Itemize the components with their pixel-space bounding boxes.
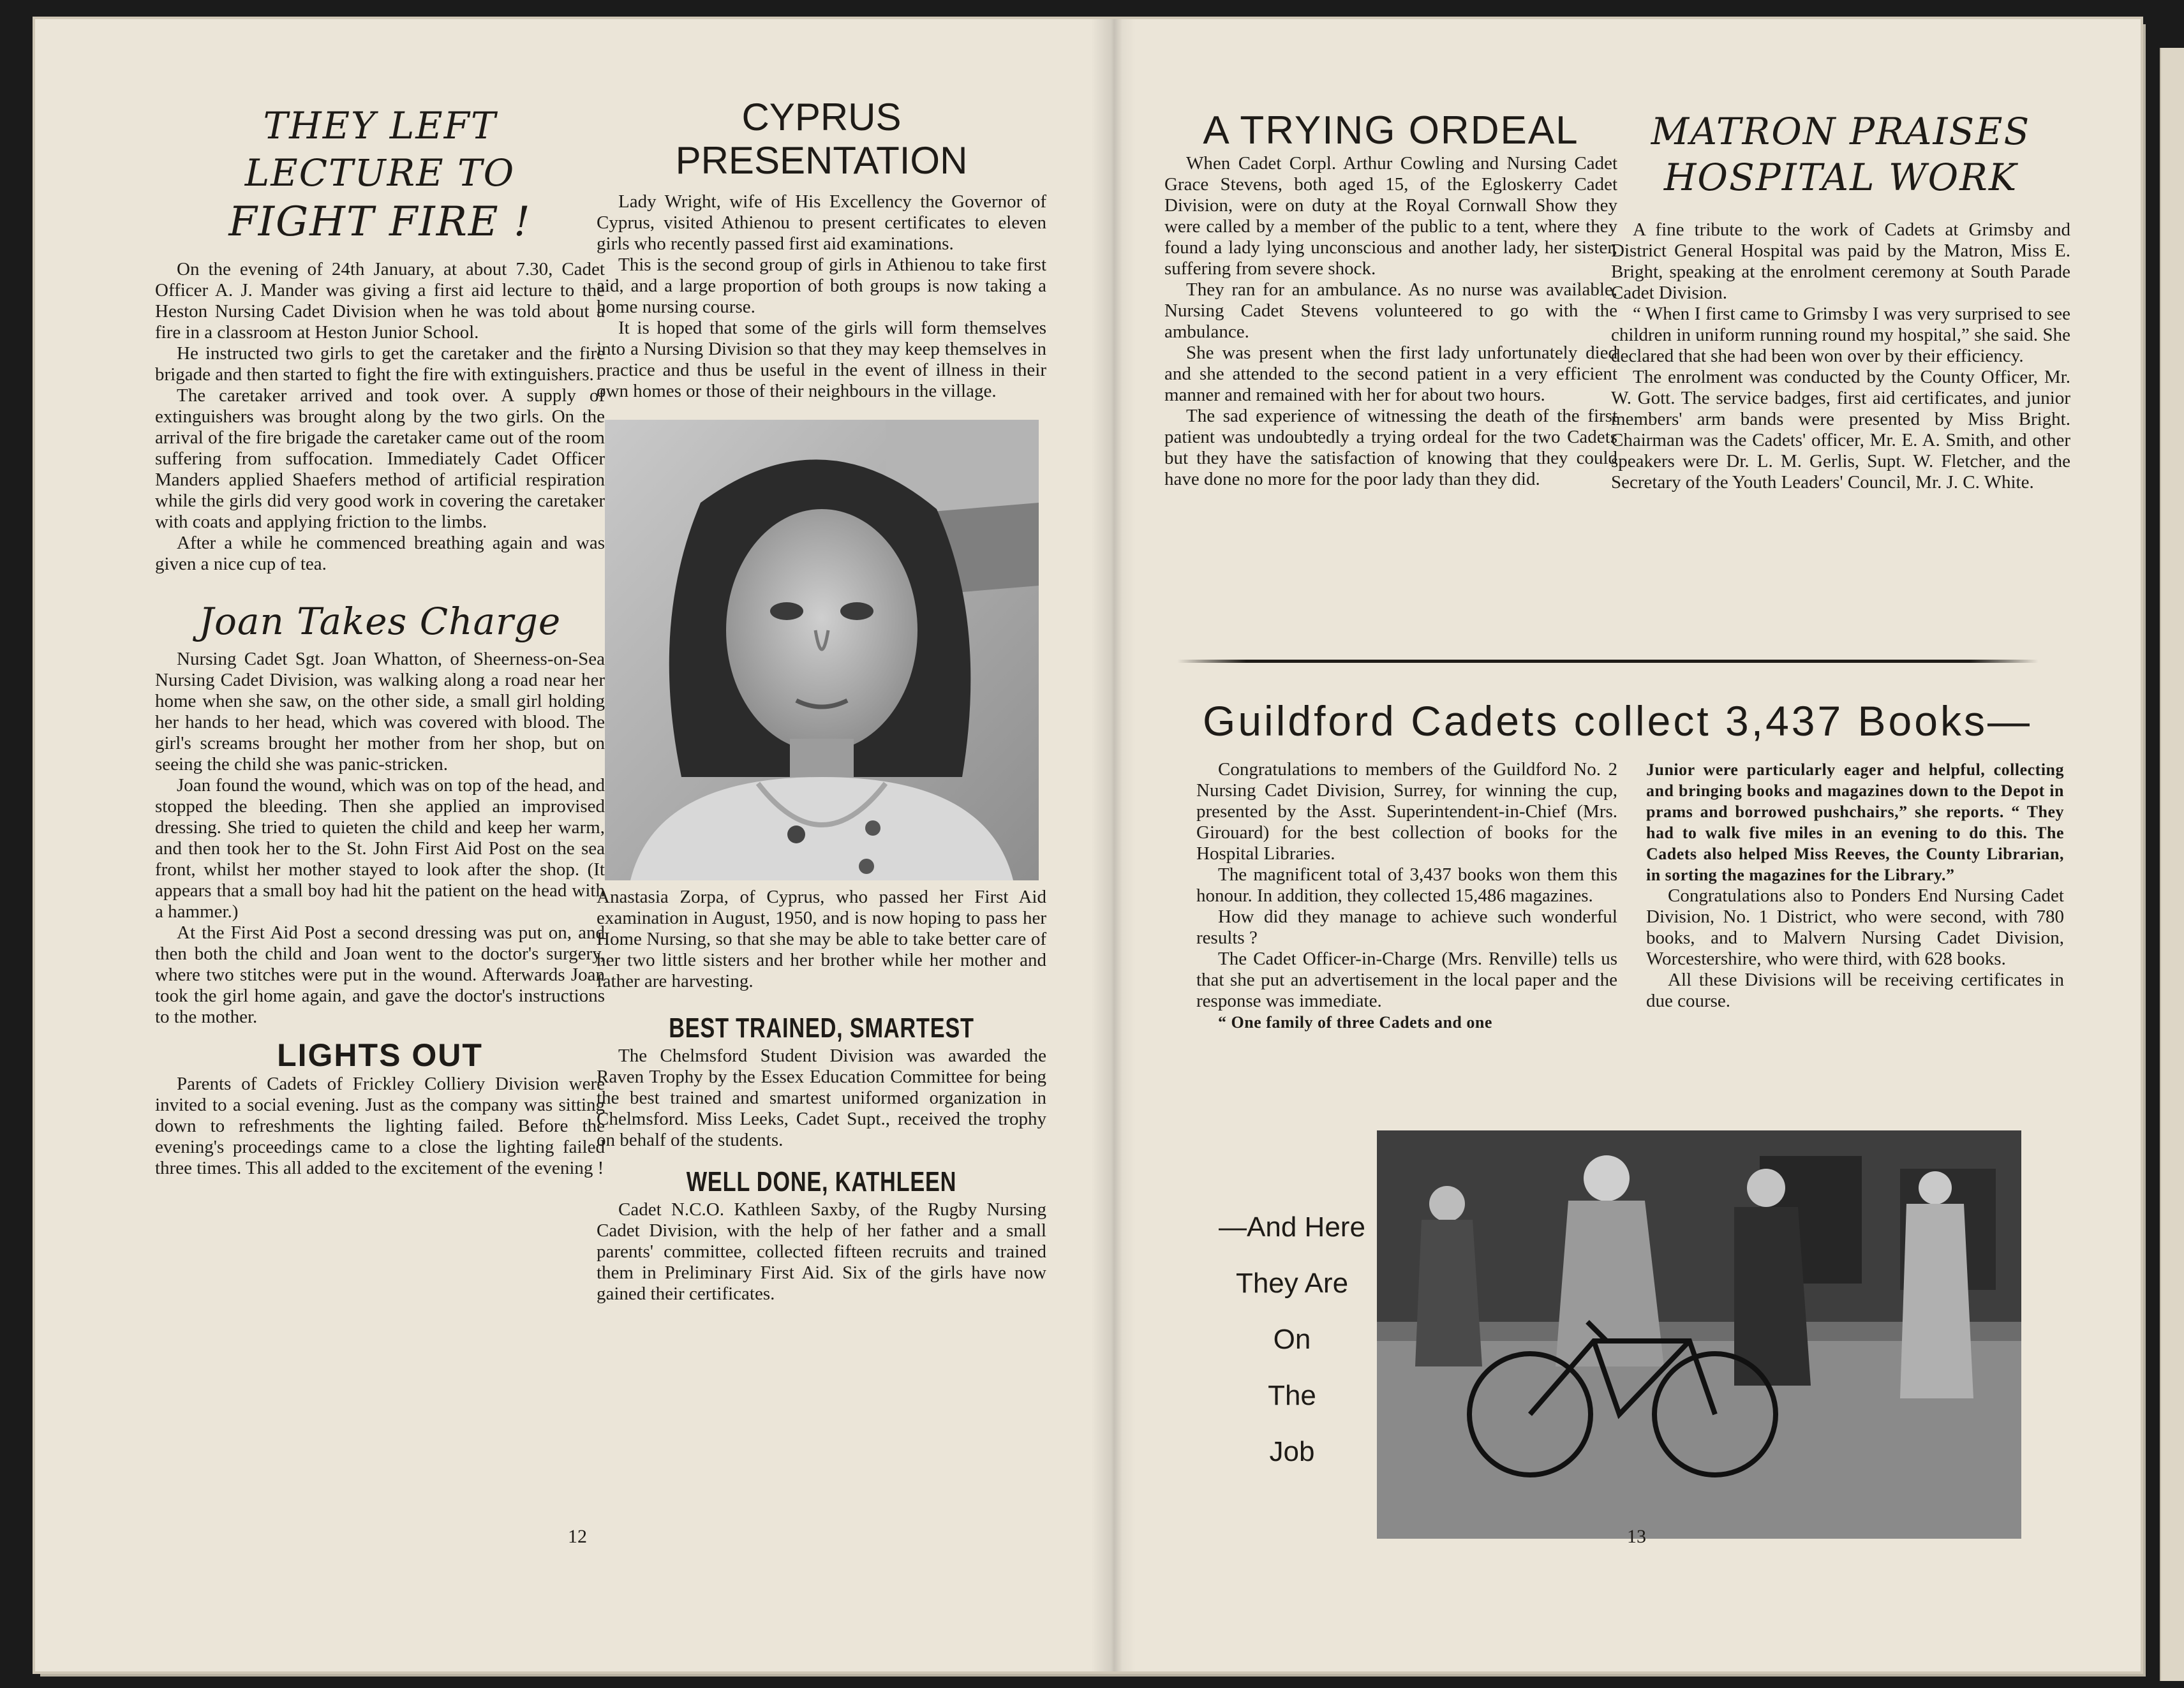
fire-title-line-1: THEY LEFT xyxy=(263,104,497,147)
fire-title-line-3: FIGHT FIRE ! xyxy=(228,198,531,246)
guildford-quote-start: “ One family of three Cadets and one xyxy=(1218,1013,1492,1032)
guildford-column-1 xyxy=(1196,759,1617,1033)
matron-title-line-2: HOSPITAL WORK xyxy=(1663,156,2018,199)
joan-title: Joan Takes Charge xyxy=(198,600,561,643)
guildford-paragraph: The Cadet Officer-in-Charge (Mrs. Renville) tells us that she put an advertisement in the local paper and the response was immediate. xyxy=(1196,949,1617,1011)
cyprus-article xyxy=(597,191,1046,402)
joan-paragraph: Joan found the wound, which was on top of the head, and stopped the bleeding. Then she applied an improvised dressing. She tried to quieten the child and keep her warm, and then took her to the St. John First Aid Post on the sea front, whilst her mother stayed to look after the shop. (It appears that a small boy had hit the patient on the head with a hammer.) xyxy=(155,775,605,922)
caption-line: Job xyxy=(1269,1436,1315,1467)
lights-paragraph: Parents of Cadets of Frickley Colliery Division were invited to a social evening. Just as the company was sitting down to refreshments the lighting failed. Before the evening's proceedings came to a close the lighting failed three times. This all added to the excitement of the evening ! xyxy=(155,1074,605,1178)
ordeal-paragraph: When Cadet Corpl. Arthur Cowling and Nursing Cadet Grace Stevens, both aged 15, of the Egloskerry Cadet Division, were on duty at the Royal Cornwall Show they were called by a member of the public to a tent, where they found a lady lying unconscious and another lady, her sister, suffering from severe shock. xyxy=(1164,153,1617,279)
fire-article xyxy=(155,259,605,575)
cyprus-photo xyxy=(605,420,1039,880)
portrait-illustration xyxy=(605,420,1039,880)
cyprus-caption xyxy=(597,887,1046,992)
fire-paragraph: On the evening of 24th January, at about 7.30, Cadet Officer A. J. Mander was giving a first aid lecture to the Heston Nursing Cadet Division when he was told about a fire in a classroom at Heston Junior School. xyxy=(155,259,605,343)
cyprus-paragraph: It is hoped that some of the girls will form themselves into a Nursing Division so that they may keep themselves in practice and thus be useful in the event of illness in their own homes or those of their neighbours in the village. xyxy=(597,318,1046,401)
fire-paragraph: The caretaker arrived and took over. A supply of extinguishers was brought along by the two girls. On the arrival of the fire brigade the caretaker came out of the room suffering from suffocation. Immediately Cadet Officer Manders applied Shaefers method of artificial respiration while the girls did very good work in covering the caretaker with coats and applying friction to the limbs. xyxy=(155,385,605,532)
joan-article xyxy=(155,649,605,1028)
cadets-bicycle-photo xyxy=(1377,1130,2021,1539)
lights-title: LIGHTS OUT xyxy=(277,1037,483,1073)
caption-line: —And Here xyxy=(1219,1211,1365,1243)
gutter-shadow xyxy=(1091,19,1136,1671)
kathleen-article xyxy=(597,1199,1046,1305)
guildford-column-2 xyxy=(1646,759,2064,1012)
caption-line: They Are xyxy=(1235,1268,1349,1299)
right-column-2 xyxy=(1611,108,2070,493)
joan-paragraph: At the First Aid Post a second dressing was put on, and then both the child and Joan went to the doctor's surgery, where two stitches were put in the wound. Afterwards Joan took the girl home again, and gave the doctor's instructions to the mother. xyxy=(155,922,605,1027)
photo-caption: Anastasia Zorpa, of Cyprus, who passed her First Aid examination in August, 1950, and is now hoping to pass her Home Nursing, so that she may be able to take better care of her two little sisters and her brother while her mother and father are harvesting. xyxy=(597,887,1046,991)
guildford-quote-cont: Junior were particularly eager and helpful, collecting and bringing books and magazines down to the Depot in prams and borrowed pushchairs,” she reports. “ They had to walk five miles in an evening to do this. The Cadets also helped Miss Reeves, the County Librarian, in sorting the magazines for the Library.” xyxy=(1646,760,2064,884)
caption-line: On xyxy=(1273,1324,1311,1355)
ordeal-title: A TRYING ORDEAL xyxy=(1203,108,1579,152)
fire-title-line-2: LECTURE TO xyxy=(244,151,516,195)
ordeal-paragraph: She was present when the first lady unfortunately died and she attended to the second patient in a very efficient manner and remained with her for about two hours. xyxy=(1164,343,1617,405)
matron-paragraph: The enrolment was conducted by the County Officer, Mr. W. Gott. The service badges, first aid certificates, and junior members' arm bands were presented by Miss Bright. Chairman was the Cadets' officer, Mr. E. A. Smith, and other speakers were Dr. L. M. Gerlis, Supt. W. Fletcher, and the Secretary of the Youth Leaders' Council, Mr. J. C. White. xyxy=(1611,367,2070,492)
guildford-paragraph: How did they manage to achieve such wonderful results ? xyxy=(1196,907,1617,948)
joan-paragraph: Nursing Cadet Sgt. Joan Whatton, of Sheerness-on-Sea Nursing Cadet Division, was walking along a road near her home when she saw, on the other side, a small girl holding her hands to her head, which was covered with blood. The girl's screams brought her mother from her shop, but on seeing the child she was panic-stricken. xyxy=(155,649,605,774)
best-article xyxy=(597,1046,1046,1151)
cyprus-title-line-2: PRESENTATION xyxy=(675,139,968,182)
cyprus-title-line-1: CYPRUS xyxy=(741,96,902,138)
left-column-1 xyxy=(155,102,605,1179)
section-divider xyxy=(1177,660,2039,663)
matron-title-line-1: MATRON PRAISES xyxy=(1651,110,2031,153)
fire-headline xyxy=(155,102,605,248)
matron-paragraph: A fine tribute to the work of Cadets at Grimsby and District General Hospital was paid by the Matron, Miss E. Bright, speaking at the enrolment ceremony at South Parade Cadet Division. xyxy=(1611,219,2070,303)
cyprus-paragraph: Lady Wright, wife of His Excellency the Governor of Cyprus, visited Athienou to present certificates to eleven girls who recently passed first aid examinations. xyxy=(597,191,1046,254)
matron-article xyxy=(1611,219,2070,493)
page-edge xyxy=(2160,48,2184,1681)
cyprus-paragraph: This is the second group of girls in Athienou to take first aid, and a large proportion of both groups is now taking a home nursing course. xyxy=(597,255,1046,317)
guildford-title: Guildford Cadets collect 3,437 Books— xyxy=(1203,697,2032,744)
ordeal-article xyxy=(1164,153,1617,490)
kathleen-title: WELL DONE, KATHLEEN xyxy=(686,1166,957,1197)
ordeal-paragraph: The sad experience of witnessing the death of the first patient was undoubtedly a trying ordeal for the two Cadets but they have the satisfaction of knowing that they could have done no more for the poor lady than they did. xyxy=(1164,406,1617,489)
fire-paragraph: He instructed two girls to get the caretaker and the fire brigade and then started to fight the fire with extinguishers. xyxy=(155,343,605,385)
best-paragraph: The Chelmsford Student Division was awarded the Raven Trophy by the Essex Education Committee for being the best trained and smartest uniformed organization in Chelmsford. Miss Leeks, Cadet Supt., received the trophy on behalf of the students. xyxy=(597,1046,1046,1150)
bicycle-scene-illustration xyxy=(1377,1130,2021,1539)
left-column-2 xyxy=(597,96,1046,1305)
page-number-left: 12 xyxy=(568,1526,587,1547)
magazine-spread xyxy=(35,19,2141,1671)
lights-article xyxy=(155,1074,605,1179)
page-number-right: 13 xyxy=(1627,1526,1646,1547)
kathleen-paragraph: Cadet N.C.O. Kathleen Saxby, of the Rugby Nursing Cadet Division, with the help of her father and a small parents' committee, collected fifteen recruits and trained them in Preliminary First Aid. Six of the girls have now gained their certificates. xyxy=(597,1199,1046,1304)
guildford-paragraph: Congratulations to members of the Guildford No. 2 Nursing Cadet Division, Surrey, for winning the cup, presented by the Asst. Superintendent-in-Chief (Mrs. Girouard) for the best collection of books for the Hospital Libraries. xyxy=(1196,759,1617,864)
ordeal-paragraph: They ran for an ambulance. As no nurse was available, Nursing Cadet Stevens volunteered to go with the ambulance. xyxy=(1164,279,1617,342)
caption-line: The xyxy=(1268,1380,1316,1411)
best-title: BEST TRAINED, SMARTEST xyxy=(669,1012,974,1044)
guildford-paragraph: Congratulations also to Ponders End Nursing Cadet Division, No. 1 District, who were second, with 780 books, and to Malvern Nursing Cadet Division, Worcestershire, who were third, with 628 books. xyxy=(1646,885,2064,969)
matron-paragraph: “ When I first came to Grimsby I was very surprised to see children in uniform running round my hospital,” she said. She declared that she had been won over by their efficiency. xyxy=(1611,304,2070,366)
guildford-paragraph: All these Divisions will be receiving certificates in due course. xyxy=(1646,970,2064,1011)
right-column-1 xyxy=(1164,108,1617,490)
fire-paragraph: After a while he commenced breathing again and was given a nice cup of tea. xyxy=(155,533,605,574)
guildford-paragraph: The magnificent total of 3,437 books won them this honour. In addition, they collected 15,486 magazines. xyxy=(1196,864,1617,906)
